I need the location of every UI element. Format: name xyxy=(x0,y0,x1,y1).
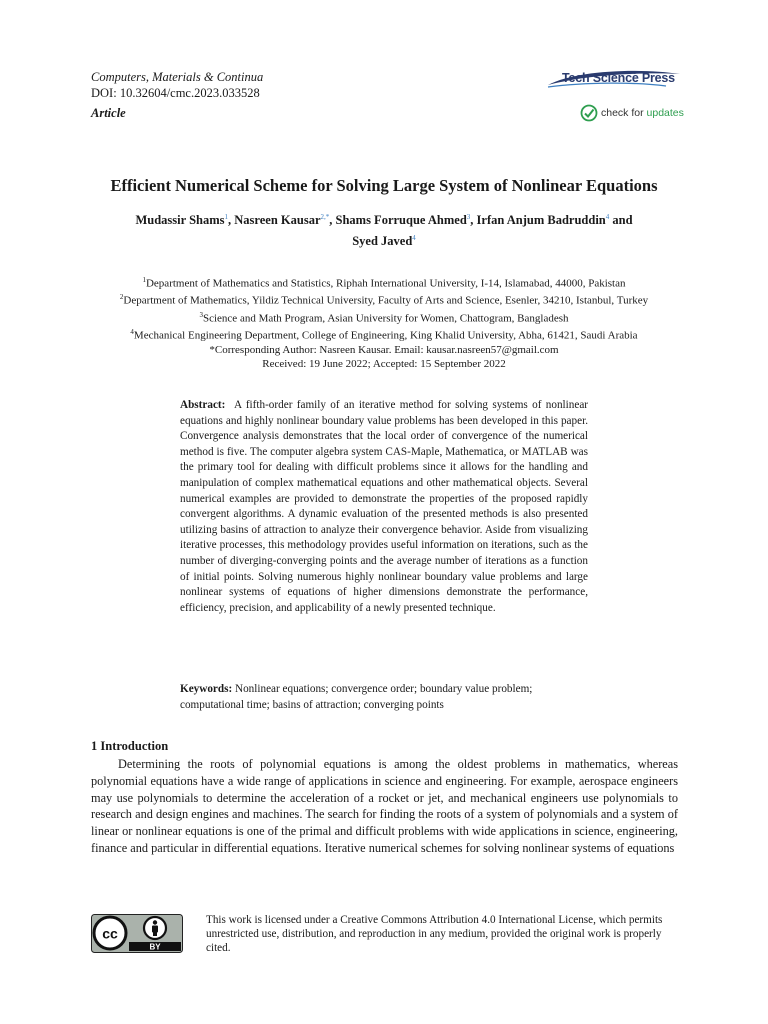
journal-name: Computers, Materials & Continua xyxy=(91,70,264,84)
cc-by-license-badge[interactable] xyxy=(91,914,183,953)
publisher-name: Tech Science Press xyxy=(562,71,675,85)
abstract-text: A fifth-order family of an iterative method for solving systems of nonlinear equations and highly nonlinear boundary value problems has been developed in this paper. Convergence analysis demonstrates that the local order of convergence of the numerical method is five. The computer algebra system CAS-Maple, Mathematica, or MATLAB was the primary tool for dealing with difficult problems since it allows for the handling and manipulation of complex mathematical equations and other mathematical objects. Several numerical examples are provided to demonstrate the properties of the proposed rapidly convergent algorithms. A dynamic evaluation of the presented methods is also presented utilizing basins of attraction to analyze their convergence behavior. Aside from visualizing iterative processes, this methodology provides useful information on iterations, such as the number of diverging-converging points and the average number of iterations as a function of initial points. Solving numerous highly nonlinear boundary value problems and large nonlinear systems of equations of higher dimensions demonstrate the performance, efficiency, precision, and applicability of a newly presented technique. xyxy=(180,399,589,614)
affiliation-line: $^1$Department of Mathematics and Statistics, Riphah International University, I-14, Islamabad, 44000, Pakistan xyxy=(142,276,626,290)
author[interactable]: Nasreen Kausar$^{2,*}$ xyxy=(234,213,330,228)
intro-paragraph: Determining the roots of polynomial equations is among the oldest problems in mathematics, whereas polynomial equations have a wide range of applications in science and engineering. For example, aerospace engineers may use polynomials to determine the acceleration of a rocket or jet, and mechanical engineers use polynomials to research and design engines and machines. The search for finding the roots of a system of polynomials and a system of linear or nonlinear equations is one of the primal and difficult problems with wide applications in science, engineering, finance and particular in differential equations. Iterative numerical schemes for solving nonlinear systems of equations xyxy=(91,757,678,855)
license-text: This work is licensed under a Creative Commons Attribution 4.0 International License, which permits unrestricted use, distribution, and reproduction in any medium, provided the original work is properly cited. xyxy=(206,914,663,955)
keywords xyxy=(180,682,588,713)
affiliation-line: $^2$Department of Mathematics, Yildiz Technical University, Faculty of Arts and Science, Esenler, 34210, Istanbul, Turkey xyxy=(119,293,649,308)
affiliation-line: $^3$Science and Math Program, Asian University for Women, Chattogram, Bangladesh xyxy=(199,310,569,325)
abstract-label: Abstract: xyxy=(180,399,226,411)
check-updates-icon xyxy=(580,104,598,122)
author[interactable]: Mudassir Shams$^1$ xyxy=(135,213,229,228)
corresponding-author: *Corresponding Author: Nasreen Kausar. Email: kausar.nasreen57@gmail.com xyxy=(209,343,559,356)
author[interactable]: Syed Javed$^4$ xyxy=(352,234,416,249)
check-updates-label: check for updates xyxy=(601,107,684,119)
paper-title: Efficient Numerical Scheme for Solving Large System of Nonlinear Equations xyxy=(110,176,658,195)
abstract xyxy=(180,398,588,616)
dates: Received: 19 June 2022; Accepted: 15 September 2022 xyxy=(262,357,506,370)
author[interactable]: Irfan Anjum Badruddin$^4$ xyxy=(476,213,610,228)
by-label: BY xyxy=(149,942,161,952)
author-list: Mudassir Shams$^1$, Nasreen Kausar$^{2,*}$, Shams Forruque Ahmed$^3$, Irfan Anjum Badruddin$^4$ and Syed Javed$^4$ xyxy=(135,213,633,249)
keywords-label: Keywords: xyxy=(180,683,233,695)
affiliations xyxy=(60,274,708,371)
publisher-logo[interactable] xyxy=(546,68,682,90)
doi-link[interactable]: DOI: 10.32604/cmc.2023.033528 xyxy=(91,86,260,100)
article-type: Article xyxy=(91,106,126,120)
section-heading: 1 Introduction xyxy=(91,739,169,753)
author[interactable]: Shams Forruque Ahmed$^3$ xyxy=(335,213,471,228)
cc-icon: cc xyxy=(102,925,118,942)
check-for-updates-button[interactable] xyxy=(580,103,684,123)
attribution-person-icon xyxy=(153,920,157,924)
keywords-text: Nonlinear equations; convergence order; boundary value problem; computational time; basins of attraction; converging points xyxy=(180,683,533,711)
affiliation-line: $^4$Mechanical Engineering Department, College of Engineering, King Khalid University, Abha, 61421, Saudi Arabia xyxy=(130,328,638,343)
